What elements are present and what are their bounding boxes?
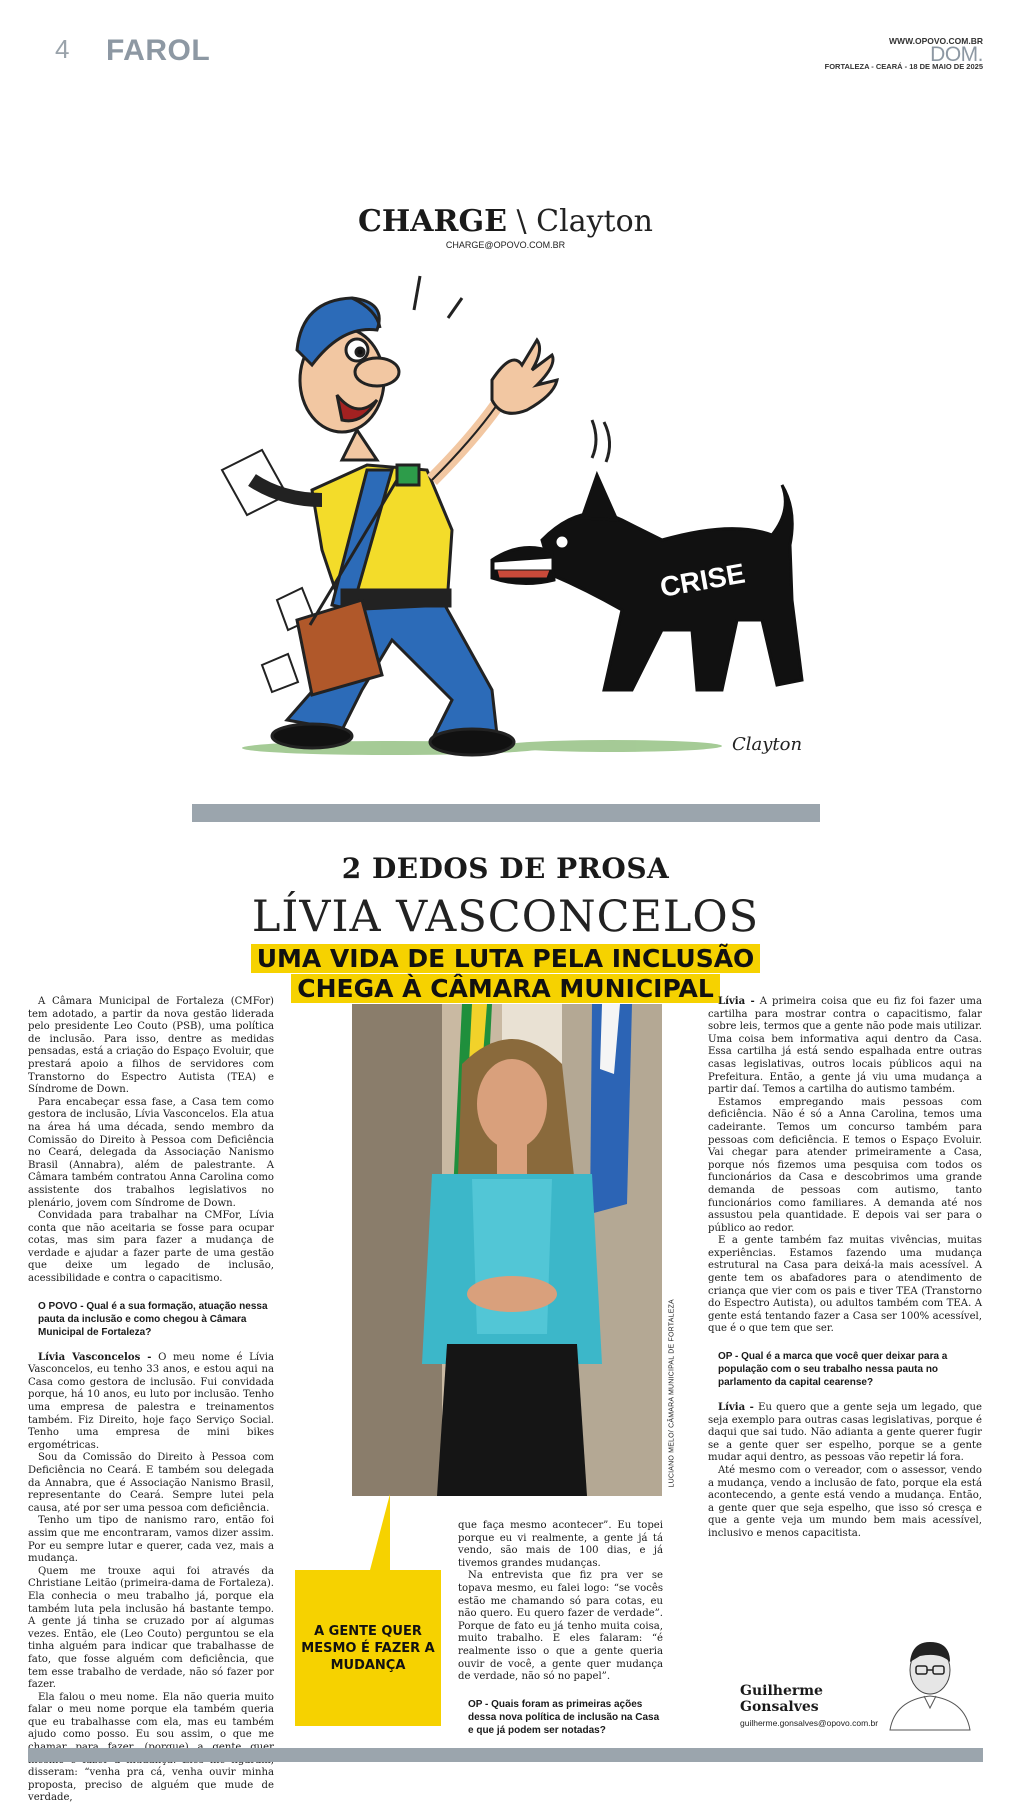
author-first-name: Guilherme (740, 1683, 823, 1699)
paragraph (708, 1402, 982, 1465)
paragraph: Convidada para trabalhar na CMFor, Lívia conta que não aceitaria se fosse para ocupar cotas, mas sim para fazer a mudança de verdade e ajudar a fazer parte de uma gestão que deixe um legado de inclusão, acessibilidade e contra o capacitismo. (28, 1210, 274, 1285)
author-photo (880, 1630, 980, 1730)
headline-line-2: CHEGA À CÂMARA MUNICIPAL (291, 974, 720, 1003)
column-kicker: 2 DEDOS DE PROSA (341, 852, 670, 885)
column-3 (708, 996, 982, 1541)
divider-bar (192, 804, 820, 822)
interviewee-name: LÍVIA VASCONCELOS (251, 892, 760, 942)
charge-label: CHARGE (358, 204, 507, 239)
cartoon-illustration (192, 270, 820, 772)
postman (252, 298, 557, 755)
cartoon-signature: Clayton (732, 734, 803, 755)
paragraph: Quem me trouxe aqui foi através da Christiane Leitão (primeira-dama de Fortaleza). Ela conhecia o meu trabalho já, porque ela também luta pela inclusão há bastante tempo. A gente já tinha se cruzado por aí algumas vezes. Então, ele (Leo Couto) perguntou se ela tinha alguém para indicar que trabalhasse de fato, que fosse alguém com deficiência, que tem esse trabalho de verdade, não só fazer por fazer. (28, 1565, 274, 1691)
column-1 (28, 996, 274, 1805)
headline-line-1: UMA VIDA DE LUTA PELA INCLUSÃO (251, 944, 761, 973)
pull-quote-box (295, 1494, 441, 1726)
paragraph: Estamos empregando mais pessoas com deficiência. Não é só a Anna Carolina, temos uma cadeirante. Temos um concurso também para pessoas com deficiência. E temos o Espaço Evoluir. Vai chegar para atender primeiramente a Casa, porque nós fizemos uma pesquisa com todos os funcionários da Casa e descobrimos uma grande demanda de pessoas com autismo, tanto funcionários como familiares. A demanda até nos assustou pela quantidade. E depois vai ser para o público ao redor. (708, 1096, 982, 1234)
paragraph (708, 996, 982, 1097)
pull-quote: A GENTE QUER MESMO É FAZER A MUDANÇA (301, 1624, 435, 1673)
charge-email[interactable]: CHARGE@OPOVO.COM.BR (445, 240, 566, 250)
photo-credit (662, 1290, 674, 1490)
paragraph: Até mesmo com o vereador, com o assessor, vendo a mudança, vendo a inclusão de fato, porque ela está acontecendo, a gente está vendo a mudança. Então, a gente quer que seja espelho, que isso só cresça e que a gente veja um mundo bem mais acessível, inclusivo e menos capacitista. (708, 1465, 982, 1539)
paragraph: Na entrevista que fiz pra ver se topava mesmo, eu falei logo: “se vocês estão me chamando só para cotas, eu não quero. Eu quero fazer de verdade”. Porque de fato eu já tenho muita coisa, muito trabalho. E eles falaram: “é realmente isso o que a gente queria ouvir de você, a gente quer mudança de verdade, não só no papel”. (458, 1570, 663, 1683)
author-email[interactable]: guilherme.gonsalves@opovo.com.br (740, 1718, 879, 1728)
question-1: O POVO - Qual é a sua formação, atuação nessa pauta da inclusão e como chegou à Câmara Municipal de Fortaleza? (38, 1300, 268, 1338)
paragraph: Sou da Comissão do Direito à Pessoa com Deficiência no Ceará. E também sou delegada da Annabra, que é Associação Nanismo Brasil, representante do Ceará. Sempre lutei pela causa, até por ser uma pessoa com deficiência. (28, 1452, 274, 1514)
paragraph-text: Eu quero que a gente seja um legado, que seja exemplo para outras casas legislativas, porque é daqui que sai tudo. Não adianta a gente querer fugir se a gente quer ser espelho, porque se a gente mudar aqui dentro, as pessoas vão repetir lá fora. (708, 1402, 983, 1464)
paragraph: que faça mesmo acontecer”. Eu topei porque eu vi realmente, a gente já tá vendo, são mais de 100 dias, e já tivemos grandes mudanças. (458, 1520, 663, 1569)
section-title: FAROL (106, 34, 211, 67)
author-name (740, 1683, 823, 1715)
speaker-label: Lívia - (718, 996, 755, 1007)
charge-author: Clayton (536, 204, 653, 239)
charge-heading (0, 204, 1011, 239)
paragraph: Ela falou o meu nome. Ela não queria muito falar o meu nome porque ela também queria que eu trabalhasse com ela, mas eu também ajudo como posso. Eu sou assim, o que me disseram: “venha pra cá, venha ouvir minha proposta, preciso de alguém que mude de verdade, (28, 1691, 274, 1804)
charge-separator: \ (516, 204, 527, 239)
paragraph (28, 1352, 274, 1453)
crisis-dog (492, 475, 802, 690)
author-last-name: Gonsalves (740, 1699, 819, 1715)
paragraph: E a gente também faz muitas vivências, muitas experiências. Estamos fazendo uma mudança estrutural na Casa para deixá-la mais acessível. A gente tem os abafadores para o atendimento de criança que vier com os pais e tiver TEA (Transtorno do Espectro Autista), ou adultos também com TEA. A gente está tentando fazer a Casa ser 100% acessível, que é o que tem que ser. (708, 1235, 982, 1335)
paragraph: Para encabeçar essa fase, a Casa tem como gestora de inclusão, Lívia Vasconcelos. Ela atua na área há uma década, sendo membro da Comissão do Direito à Pessoa com Deficiência no Ceará, delegada da Associação Nanismo Brasil (Annabra), além de palestrante. A Câmara também contratou Anna Carolina como assistente dos trabalhos legislativos no plenário, jovem com Síndrome de Down. (28, 1096, 274, 1209)
dog-label: CRISE (657, 557, 748, 603)
headline (0, 944, 1011, 1004)
site-url[interactable]: WWW.OPOVO.COM.BR (889, 36, 983, 46)
interviewee-photo (352, 1004, 662, 1496)
paragraph: Tenho um tipo de nanismo raro, então foi assim que me encontraram, vamos dizer assim. Por eu sempre lutar e querer, cada vez, mais a mudança. (28, 1515, 274, 1565)
question-2: OP - Quais foram as primeiras ações dessa nova política de inclusão na Casa e que já podem ser notadas? (468, 1698, 660, 1736)
column-2 (458, 1520, 663, 1750)
photo-credit-text: LUCIANO MELO/ CÂMARA MUNICIPAL DE FORTALEZA (668, 1299, 676, 1488)
speaker-label: Lívia - (718, 1402, 754, 1414)
paragraph-text: A primeira coisa que eu fiz foi fazer uma cartilha para mostrar contra o capacitismo, falar sobre leis, termos que a gente não pode mais utilizar. Uma coisa bem informativa aqui dentro da Casa. Essa cartilha já está sendo espalhada entre outras casas legislativas, outros locais públicos aqui na Prefeitura. Então, a gente já viu uma mudança a partir daí. Temos a cartilha do autismo também. (708, 996, 982, 1096)
brand-logo: DOM. (930, 43, 983, 66)
footer-bar (28, 1748, 983, 1762)
dateline: FORTALEZA - CEARÁ - 18 DE MAIO DE 2025 (824, 62, 983, 71)
question-3: OP - Qual é a marca que você quer deixar para a população com o seu trabalho nessa pauta no parlamento da capital cearense? (718, 1351, 948, 1389)
paragraph-text: O meu nome é Lívia Vasconcelos, eu tenho 33 anos, e estou aqui na Casa como gestora de inclusão. Fui convidada porque, há 10 anos, eu luto por inclusão. Tenho uma empresa de palestra e treinamentos também. Fiz Direito, hoje faço Serviço Social. Tenho uma empresa de mini bikes ergométricas. (28, 1351, 274, 1451)
paragraph: A Câmara Municipal de Fortaleza (CMFor) tem adotado, a partir da nova gestão liderada pelo presidente Leo Couto (PSB), uma política de inclusão. Para isso, dentre as medidas pensadas, está a criação do Espaço Evoluir, que prestará apoio a filhos de servidores com Transtorno do Espectro Autista (TEA) e Síndrome de Down. (28, 996, 274, 1096)
page-number: 4 (55, 34, 70, 64)
speaker-label: Lívia Vasconcelos - (38, 1351, 152, 1363)
